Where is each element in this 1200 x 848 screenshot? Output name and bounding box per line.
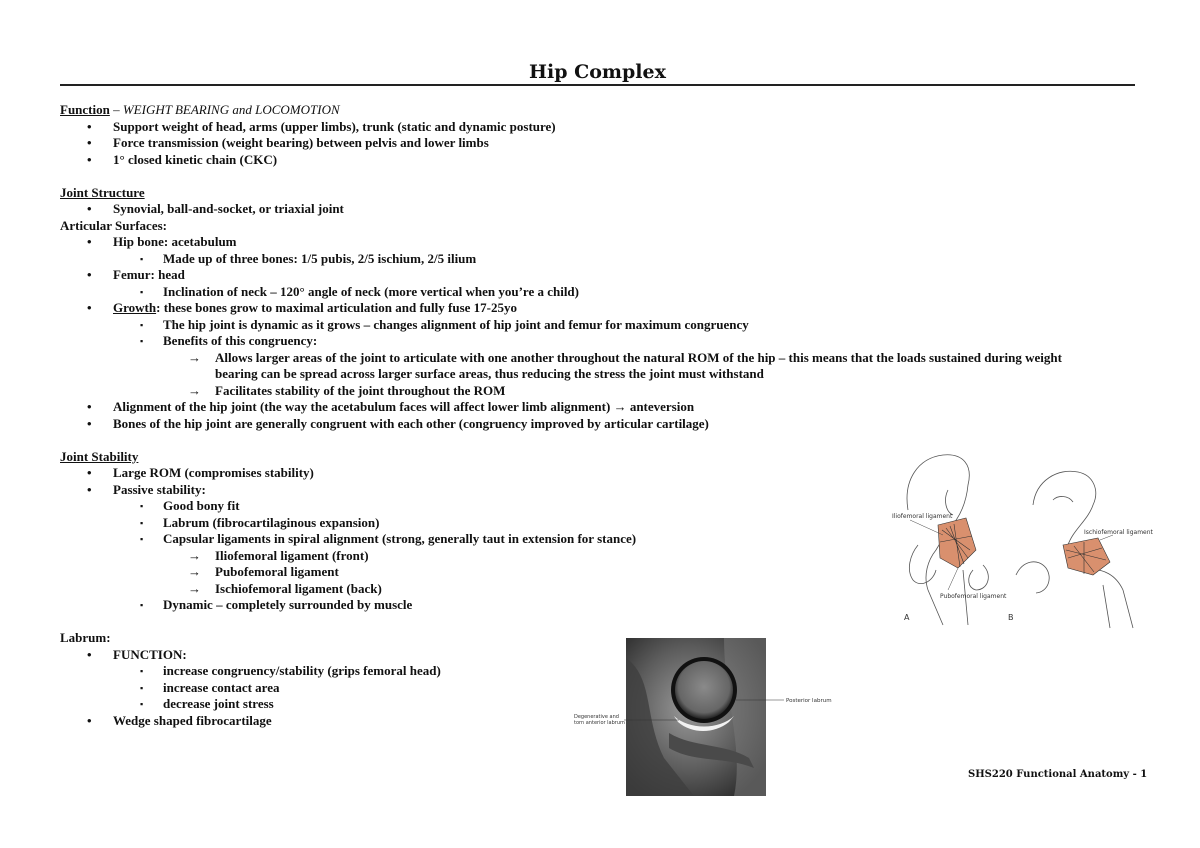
list-item — [60, 284, 1140, 301]
bullet-icon: • — [87, 201, 92, 216]
bullet-icon: • — [87, 151, 92, 167]
label-pubofemoral: Pubofemoral ligament — [940, 593, 1007, 600]
label-a: A — [904, 613, 910, 622]
bullet-icon: • — [87, 118, 92, 134]
articular-surfaces-heading: Articular Surfaces: — [60, 217, 167, 233]
bullet-icon: • — [87, 399, 92, 414]
square-bullet-icon: ▪ — [140, 534, 144, 544]
bullet-icon: • — [87, 415, 92, 431]
arrow-right-icon: → — [188, 349, 201, 365]
list-item-text: FUNCTION: — [113, 646, 187, 662]
arrow-right-icon: → — [188, 547, 201, 563]
list-item — [60, 267, 1140, 284]
list-item-text: Support weight of head, arms (upper limbs), trunk (static and dynamic posture) — [113, 118, 556, 134]
list-item-text: Bones of the hip joint are generally congruent with each other (congruency improved by articular cartilage) — [113, 415, 709, 431]
list-item-text: Capsular ligaments in spiral alignment (strong, generally taut in extension for stance) — [163, 531, 637, 546]
square-bullet-icon: ▪ — [140, 517, 144, 528]
label-iliofemoral: Iliofemoral ligament — [892, 513, 953, 520]
list-item-text: increase congruency/stability (grips femoral head) — [163, 663, 441, 678]
list-item-text: Large ROM (compromises stability) — [113, 465, 314, 480]
bullet-icon: • — [87, 712, 92, 728]
square-bullet-icon: ▪ — [140, 699, 144, 709]
list-item — [60, 317, 1140, 334]
list-item-text: Facilitates stability of the joint throughout the ROM — [215, 382, 506, 398]
list-item-text: Alignment of the hip joint (the way the acetabulum faces will affect lower limb alignment) → anteversion — [113, 399, 695, 414]
joint-structure-heading: Joint Structure — [60, 184, 145, 200]
square-bullet-icon: ▪ — [140, 600, 144, 610]
document-body — [60, 102, 1140, 729]
list-item — [60, 399, 1140, 416]
list-item-text: Synovial, ball-and-socket, or triaxial joint — [113, 201, 344, 216]
label-b: B — [1008, 613, 1014, 622]
list-item-text: Hip bone: acetabulum — [113, 234, 237, 249]
growth-label: Growth — [113, 300, 157, 315]
bullet-icon: • — [87, 465, 92, 480]
list-item — [60, 350, 1140, 383]
square-bullet-icon: ▪ — [140, 682, 144, 693]
list-item-text: Passive stability: — [113, 481, 206, 497]
list-item-text: Dynamic – completely surrounded by muscle — [163, 597, 413, 612]
arrow-right-icon: → — [188, 580, 201, 596]
arrow-right-icon: → — [188, 564, 201, 579]
hip-ligaments-figure — [888, 450, 1153, 630]
list-item-text: Benefits of this congruency: — [163, 333, 318, 348]
label-posterior-labrum: Posterior labrum — [786, 698, 832, 704]
list-item-text: : these bones grow to maximal articulation and fully fuse 17-25yo — [156, 300, 517, 315]
list-item — [60, 152, 1140, 169]
list-item — [60, 333, 1140, 350]
femoral-head — [675, 661, 733, 719]
list-item-text: decrease joint stress — [163, 696, 274, 711]
bullet-icon: • — [87, 300, 92, 315]
label-ischiofemoral: Ischiofemoral ligament — [1084, 529, 1153, 536]
bullet-icon: • — [87, 234, 92, 249]
page-title: Hip Complex — [529, 61, 666, 83]
square-bullet-icon: ▪ — [140, 286, 144, 297]
list-item — [60, 119, 1140, 136]
square-bullet-icon: ▪ — [140, 253, 144, 264]
list-item — [60, 251, 1140, 268]
bullet-icon: • — [87, 267, 92, 282]
bullet-icon: • — [87, 481, 92, 497]
list-item-text: increase contact area — [163, 679, 280, 695]
list-item-text: Allows larger areas of the joint to articulate with one another throughout the natural ROM of the hip – this means that the loads sustained during weight bearing can be spread across larger surface areas, thus reducing the stress the joint must withstand — [215, 349, 1062, 381]
bullet-icon: • — [87, 646, 92, 662]
square-bullet-icon: ▪ — [140, 501, 144, 511]
list-item — [60, 383, 1140, 400]
function-heading-line — [60, 102, 1140, 119]
joint-structure-heading-line — [60, 185, 1140, 202]
labrum-heading: Labrum: — [60, 630, 111, 645]
label-anterior-labrum: Degenerative and torn anterior labrum — [574, 714, 625, 726]
function-heading: Function — [60, 102, 110, 117]
list-item — [60, 201, 1140, 218]
arrow-right-icon: → — [188, 382, 201, 398]
list-item-text: The hip joint is dynamic as it grows – changes alignment of hip joint and femur for maximum congruency — [163, 316, 749, 332]
list-item-text: Iliofemoral ligament (front) — [215, 547, 369, 563]
list-item-text: Force transmission (weight bearing) between pelvis and lower limbs — [113, 135, 489, 150]
list-item-text: Good bony fit — [163, 498, 240, 513]
title-divider — [60, 84, 1135, 86]
hip-mri-figure — [574, 638, 832, 796]
square-bullet-icon: ▪ — [140, 319, 144, 330]
list-item — [60, 234, 1140, 251]
square-bullet-icon: ▪ — [140, 336, 144, 346]
function-subtitle: WEIGHT BEARING and LOCOMOTION — [122, 102, 340, 117]
list-item-text: Made up of three bones: 1/5 pubis, 2/5 ischium, 2/5 ilium — [163, 250, 477, 266]
list-item-text: Femur: head — [113, 267, 185, 282]
bullet-icon: • — [87, 135, 92, 150]
function-dash: – — [109, 102, 123, 117]
iliofemoral-ligament-shape — [938, 518, 976, 568]
list-item-text: Wedge shaped fibrocartilage — [113, 712, 272, 728]
list-item-text: Ischiofemoral ligament (back) — [215, 580, 382, 596]
list-item-text: Labrum (fibrocartilaginous expansion) — [163, 514, 380, 530]
joint-stability-heading: Joint Stability — [60, 448, 139, 464]
list-item-text: Pubofemoral ligament — [215, 564, 339, 579]
list-item-text: Inclination of neck – 120° angle of neck (more vertical when you’re a child) — [163, 283, 579, 299]
list-item — [60, 416, 1140, 433]
list-item-text: 1° closed kinetic chain (CKC) — [113, 151, 278, 167]
list-item — [60, 300, 1140, 317]
list-item — [60, 135, 1140, 152]
page-footer: SHS220 Functional Anatomy - 1 — [968, 769, 1148, 780]
ischiofemoral-ligament-shape — [1063, 538, 1110, 575]
square-bullet-icon: ▪ — [140, 666, 144, 676]
